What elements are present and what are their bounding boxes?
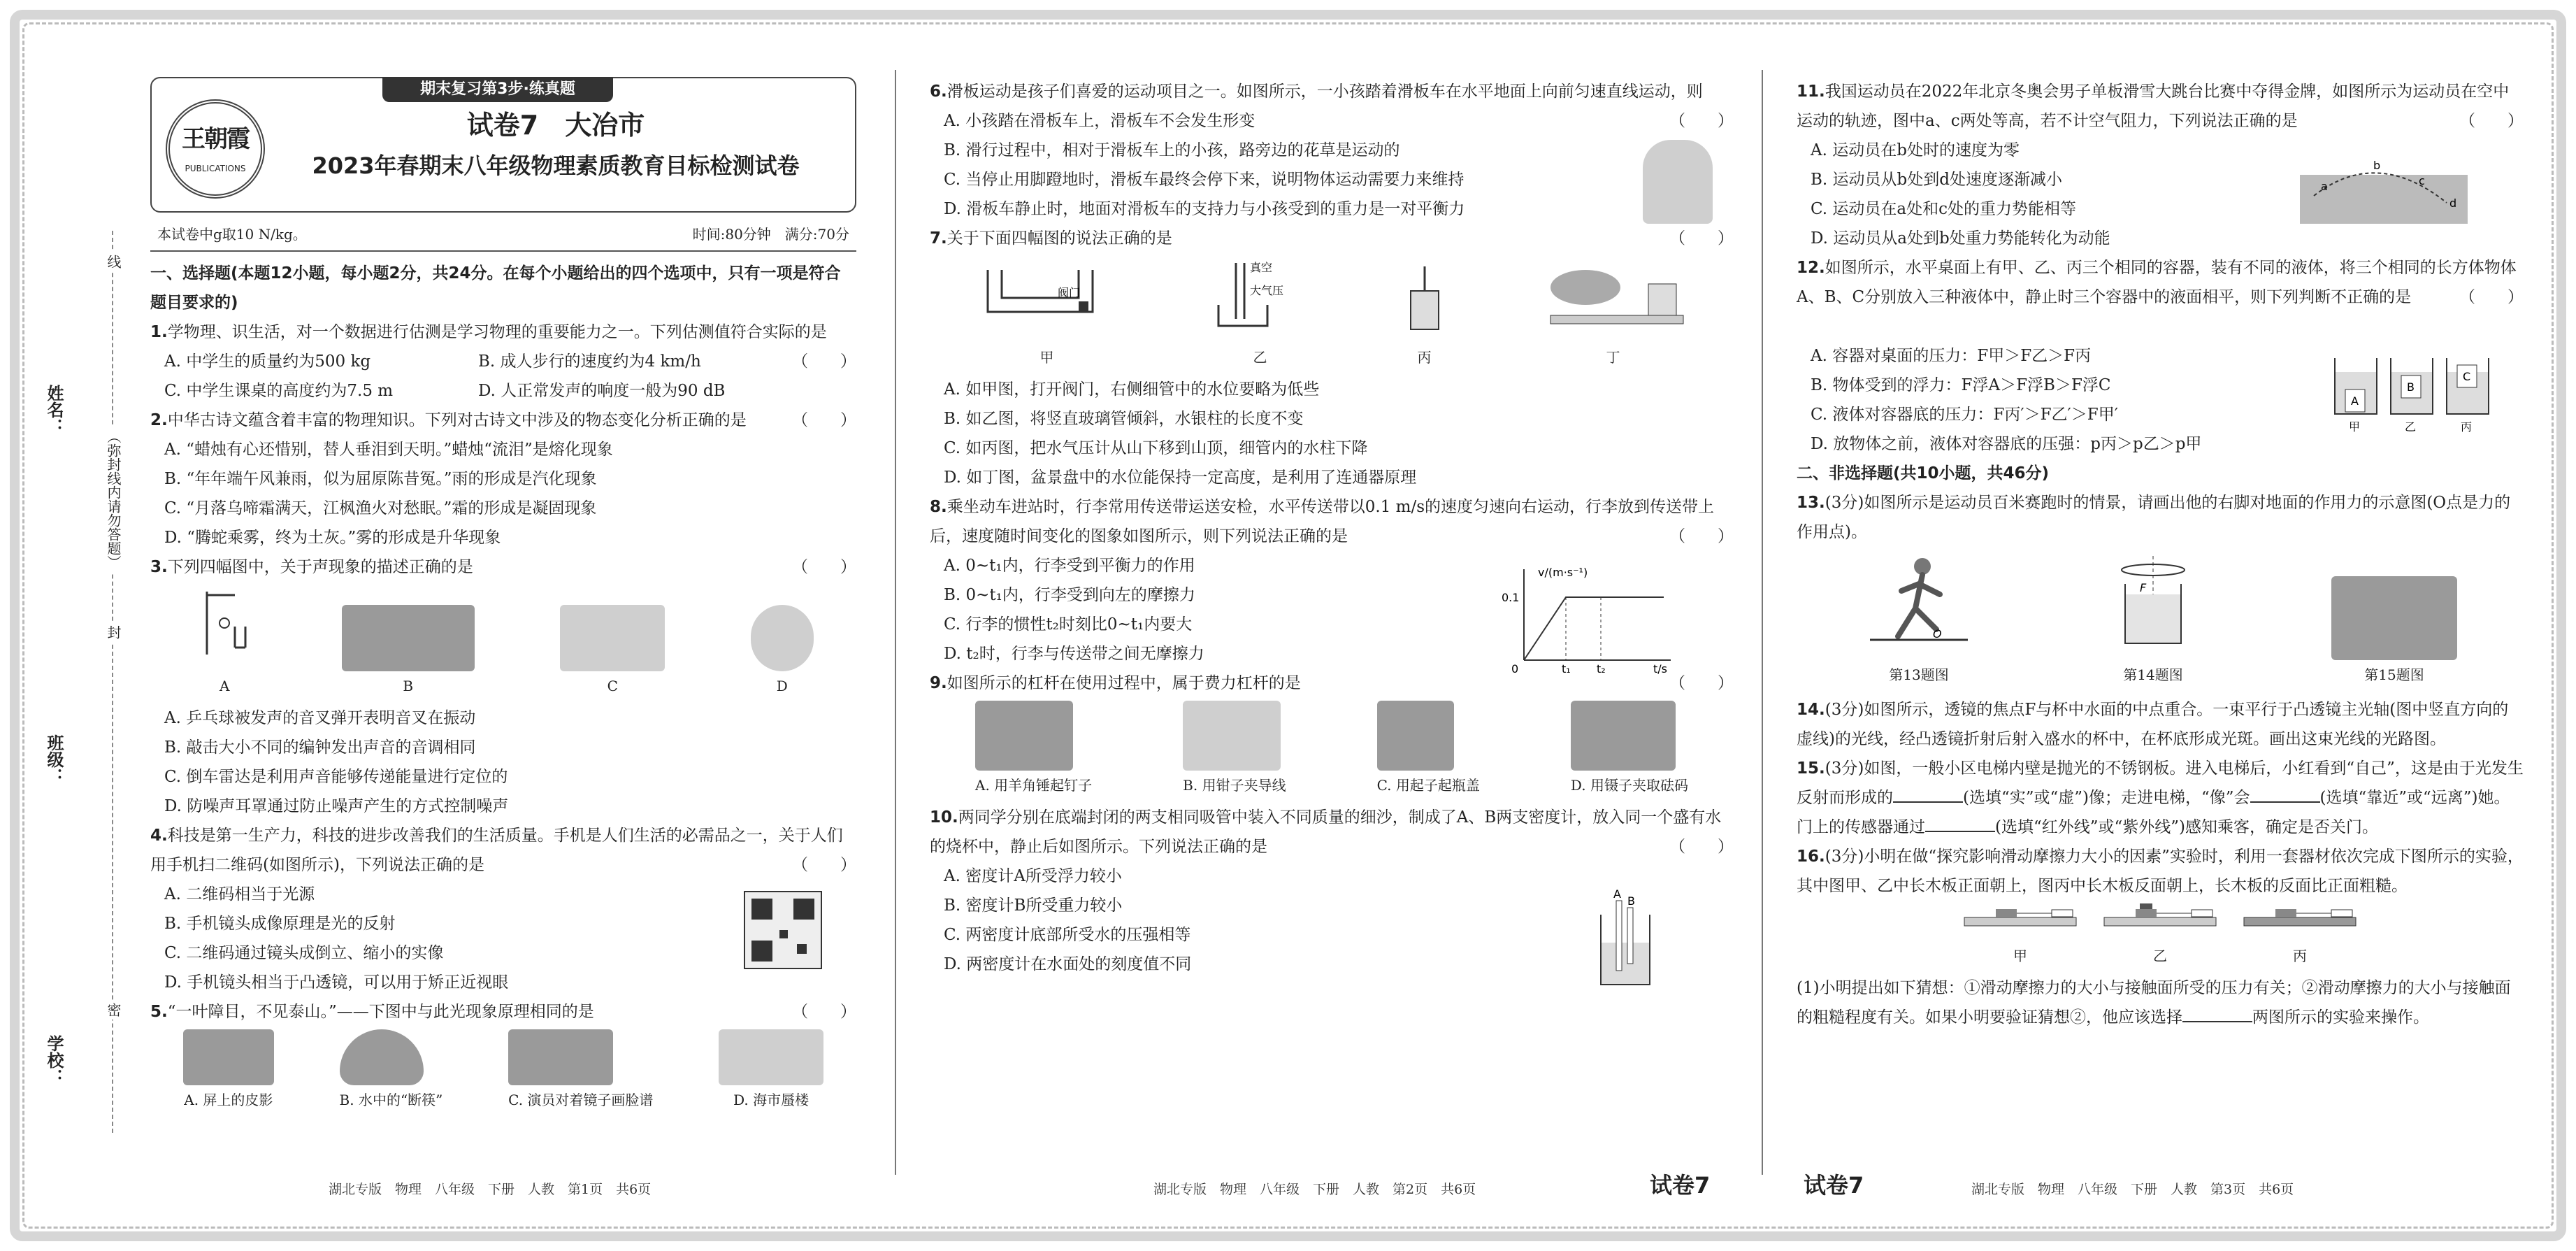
- sprinter-figure: O 第13题图: [1863, 552, 1975, 689]
- exam-meta: [150, 220, 856, 252]
- question-16: 16.(3分)小明在做“探究影响滑动摩擦力大小的因素”实验时，利用一套器材依次完成下图所示的实验，其中图甲、乙中长木板正面朝上，图丙中长木板反面朝上，长木板的反面比正面粗糙。 甲 乙 丙 (1)小明提出如下猜想：①滑动摩擦力的大小与接触面所受的压力有关；②滑动摩擦力的大小与接触面的粗糙程度有关。如果小明要验证猜想②，他应该选择 两图所示的实验来操作。: [1797, 848, 2524, 1027]
- blank-15-1[interactable]: [1893, 801, 1963, 803]
- class-label: 班级：: [44, 734, 64, 785]
- seal-line: [112, 231, 113, 1133]
- exam-title: 试卷7 大冶市: [466, 110, 645, 141]
- mirage-figure: D. 海市蜃楼: [719, 1029, 823, 1115]
- svg-text:C: C: [2463, 370, 2471, 383]
- exam-subtitle: 2023年春期末八年级物理素质教育目标检测试卷: [312, 152, 800, 179]
- svg-text:t₂: t₂: [1597, 662, 1606, 674]
- question-2: 2.中华古诗文蕴含着丰富的物理知识。下列对古诗文中涉及的物态变化分析正确的是 （ ） A. “蜡烛有心还惜别，替人垂泪到天明。”蜡烛“流泪”是熔化现象 B. “年年端午风兼雨，似为屈原陈昔冤。”雨的形成是汽化现象 C. “月落乌啼霜满天，江枫渔火对愁眠。”霜的形成是凝固现象 D. “腾蛇乘雾，终为土灰。”雾的形成是升华现象: [150, 411, 856, 547]
- gravity-note: 本试卷中g取10 N/kg。: [157, 226, 307, 243]
- svg-text:0.1: 0.1: [1502, 591, 1520, 604]
- svg-text:甲: 甲: [2349, 420, 2361, 434]
- tuning-fork-figure: A: [193, 585, 256, 701]
- svg-text:B: B: [2407, 380, 2415, 394]
- svg-text:阀门: 阀门: [1057, 286, 1080, 299]
- question-11: 11.我国运动员在2022年北京冬奥会男子单板滑雪大跳台比赛中夺得金牌，如图所示为运动员在空中运动的轨迹，图中a、c两处等高，若不计空气阻力，下列说法正确的是 （ ） a b c d A. 运动员在b处时的速度为零 B. 运动员从b处到d处速度逐渐减小 C. 运动员在a处和c处的重力势能相等 D. 运动员从a处到b处重力势能转化为动能: [1797, 83, 2524, 248]
- q9-figures: [930, 701, 1734, 800]
- footer-page-1: 湖北专版 物理 八年级 下册 人教 第1页 共6页: [329, 1182, 652, 1197]
- page-2-column: [930, 77, 1734, 1175]
- exam-header: [150, 77, 856, 213]
- seal-char-seal: 封: [103, 622, 124, 642]
- review-badge: 期末复习第3步·练真题: [382, 77, 613, 102]
- column-divider-1: [895, 70, 896, 1175]
- section-2-heading: 二、非选择题(共10小题，共46分): [1797, 464, 2050, 482]
- torricelli-tube-figure: 真空 大气压 乙: [1208, 256, 1313, 372]
- publisher-logo: 王朝霞 PUBLICATIONS: [166, 99, 265, 199]
- svg-text:a: a: [2321, 180, 2328, 193]
- friction-setup-b: 乙: [2101, 903, 2219, 971]
- scooter-child-figure: [1643, 140, 1713, 224]
- qr-phone-figure: [737, 888, 828, 979]
- friction-experiment-figures: [1797, 903, 2524, 971]
- earmuff-figure: D: [751, 605, 814, 701]
- question-1: 1.学物理、识生活，对一个数据进行估测是学习物理的重要能力之一。下列估测值符合实际的是 （ ） A. 中学生的质量约为500 kg B. 成人步行的速度约为4 km/h C. 中学生课桌的高度约为7.5 m D. 人正常发声的响度一般为90 dB: [150, 323, 856, 400]
- svg-text:A: A: [2351, 394, 2359, 408]
- shadow-puppet-figure: A. 屏上的皮影: [183, 1029, 274, 1115]
- question-6: 6.滑板运动是孩子们喜爱的运动项目之一。如图所示，一小孩踏着滑板车在水平地面上向前匀速直线运动，则 （ ） A. 小孩踏在滑板车上，滑板车不会发生形变 B. 滑行过程中，相对于滑板车上的小孩，路旁边的花草是运动的 C. 当停止用脚蹬地时，滑板车最终会停下来，说明物体运动需要力来维持 D. 滑板车静止时，地面对滑板车的支持力与小孩受到的重力是一对平衡力: [930, 77, 1734, 224]
- bottle-opener-figure: C. 用起子起瓶盖: [1377, 701, 1480, 800]
- svg-text:真空: 真空: [1249, 261, 1272, 274]
- question-14: 14.(3分)如图所示，透镜的焦点F与杯中水面的中点重合。一束平行于凸透镜主光轴(图中竖直方向的虚线)的光线，经凸透镜折射后射入盛水的杯中，在杯底形成光斑。画出这束光线的光路图。: [1797, 701, 2509, 748]
- svg-text:t₁: t₁: [1562, 662, 1571, 674]
- svg-text:O: O: [1933, 627, 1942, 641]
- column-divider-2: [1762, 70, 1763, 1175]
- time-score: 时间:80分钟 满分:70分: [692, 226, 849, 243]
- mirror-makeup-figure: C. 演员对着镜子画脸谱: [508, 1029, 653, 1115]
- tweezers-figure: D. 用镊子夹取砝码: [1571, 701, 1688, 800]
- question-9: 9.如图所示的杠杆在使用过程中，属于费力杠杆的是 （ ） A. 用羊角锤起钉子 B. 用钳子夹导线 C. 用起子起瓶盖 D. 用镊子夹取砝码: [930, 669, 1734, 800]
- pliers-figure: B. 用钳子夹导线: [1183, 701, 1286, 800]
- svg-text:v/(m·s⁻¹): v/(m·s⁻¹): [1538, 566, 1588, 579]
- question-7: 7.关于下面四幅图的说法正确的是 （ ） 阀门 甲 真空 大气压 乙 丙 丁 A. 如甲图，打开阀门，右侧细管中的水位要略为低些 B. 如乙图，将竖直玻璃管倾斜，水银柱的长度不变 C. 如丙图，把水气压计从山下移到山顶，细管内的水柱下降 D. 如丁图，盆景盘中的水位能保持一定高度，是利用了连通器原理: [930, 229, 1734, 487]
- name-label: 姓名：: [44, 385, 64, 435]
- page-3-column: [1797, 77, 2524, 1175]
- friction-setup-c: 丙: [2240, 903, 2359, 971]
- blank-15-2[interactable]: [2250, 801, 2320, 803]
- school-label: 学校：: [44, 1035, 64, 1085]
- seal-char-secret: 密: [103, 1000, 124, 1020]
- paper-tag-right: 试卷7: [1804, 1172, 1864, 1199]
- q7-figures: [930, 256, 1734, 372]
- three-containers-figure: [2328, 344, 2496, 445]
- question-8: 8.乘坐动车进站时，行李常用传送带运送安检，水平传送带以0.1 m/s的速度匀速向右运动，行李放到传送带上后，速度随时间变化的图象如图所示，则下列说法正确的是 （ ） v/(m·s⁻¹) 0.1 0 t₁ t₂ t/s A. 0~t₁内，行李受到平衡力的作用 B. 0~t₁内，行李受到向左的摩擦力 C. 行李的惯性t₂时刻比0~t₁内要大 D. t₂时，行李与传送带之间无摩擦力: [930, 492, 1734, 669]
- question-3: 3.下列四幅图中，关于声现象的描述正确的是 （ ） A B C D A. 乒乓球被发声的音叉弹开表明音叉在振动 B. 敲击大小不同的编钟发出声音的音调相同 C. 倒车雷达是利用声音能够传递能量进行定位的 D. 防噪声耳罩通过防止噪声产生的方式控制噪声: [150, 558, 856, 815]
- question-5: 5.“一叶障目，不见泰山。”——下图中与此光现象原理相同的是 （ ） A. 屏上的皮影 B. 水中的“断筷” C. 演员对着镜子画脸谱 D. 海市蜃楼: [150, 997, 856, 1115]
- footer-page-3: 湖北专版 物理 八年级 下册 人教 第3页 共6页: [1971, 1182, 2294, 1197]
- hydrometer-beaker-figure: [1594, 887, 1657, 1001]
- svg-text:丙: 丙: [2461, 420, 2473, 434]
- q5-figures: [150, 1029, 856, 1115]
- question-10: 10.两同学分别在底端封闭的两支相同吸管中装入不同质量的细沙，制成了A、B两支密度计，放入同一个盛有水的烧杯中，静止后如图所示。下列说法正确的是 （ ） A B A. 密度计A所受浮力较小 B. 密度计B所受重力较小 C. 两密度计底部所受水的压强相等 D. 两密度计在水面处的刻度值不同: [930, 803, 1734, 979]
- friction-setup-a: 甲: [1961, 903, 2080, 971]
- section-1-heading: 一、选择题(本题12小题，每小题2分，共24分。在每个小题给出的四个选项中，只有一项是符合题目要求的): [150, 264, 841, 312]
- footer-page-2: 湖北专版 物理 八年级 下册 人教 第2页 共6页: [1153, 1182, 1476, 1197]
- svg-text:c: c: [2419, 174, 2425, 187]
- ski-jump-trajectory-figure: [2300, 154, 2468, 234]
- question-4: 4.科技是第一生产力，科技的进步改善我们的生活质量。手机是人们生活的必需品之一，关于人们用手机扫二维码(如图所示)，下列说法正确的是 （ ） A. 二维码相当于光源 B. 手机镜头成像原理是光的反射 C. 二维码通过镜头成倒立、缩小的实像 D. 手机镜头相当于凸透镜，可以用于矫正近视眼: [150, 827, 856, 992]
- seal-char-line: 线: [103, 252, 124, 271]
- paper-tag-left: 试卷7: [1650, 1172, 1711, 1199]
- svg-text:A: A: [1613, 887, 1621, 901]
- broken-chopstick-figure: B. 水中的“断筷”: [340, 1029, 443, 1115]
- svg-text:d: d: [2449, 196, 2457, 210]
- barometer-bottle-figure: 丙: [1400, 263, 1449, 372]
- svg-text:B: B: [1627, 894, 1635, 908]
- seal-note: （弥封线内请勿答题）: [103, 427, 124, 572]
- svg-text:大气压: 大气压: [1249, 284, 1283, 297]
- question-13: 13.(3分)如图所示是运动员百米赛跑时的情景，请画出他的右脚对地面的作用力的示意图(O点是力的作用点)。: [1797, 494, 2511, 541]
- svg-text:乙: 乙: [2405, 420, 2417, 434]
- blank-16-1[interactable]: [2182, 1021, 2252, 1022]
- binding-gutter: [42, 231, 126, 1133]
- q13-15-figures: [1797, 552, 2524, 689]
- velocity-time-graph: [1496, 562, 1685, 684]
- question-15: 15.(3分)如图，一般小区电梯内壁是抛光的不锈钢板。进入电梯后，小红看到“自己”，这是由于光发生反射而形成的 (选填“实”或“虚”)像；走进电梯，“像”会 (选填“靠近”或“远离”)她。门上的传感器通过 (选填“红外线”或“紫外线”)感知乘客，确定是否关门。: [1797, 759, 2524, 836]
- lens-cup-figure: F 第14题图: [2108, 552, 2199, 689]
- claw-hammer-figure: A. 用羊角锤起钉子: [975, 701, 1092, 800]
- bonsai-tray-figure: 丁: [1537, 263, 1690, 372]
- question-12: 12.如图所示，水平桌面上有甲、乙、丙三个相同的容器，装有不同的液体，将三个相同的长方体物体A、B、C分别放入三种液体中，静止时三个容器中的液面相平，则下列判断不正确的是 （ ） A B C 甲 乙 丙 A. 容器对桌面的压力：F甲＞F乙＞F丙 B. 物体受到的浮力：F浮A＞F浮B＞F浮C C. 液体对容器底的压力：F丙′＞F乙′＞F甲′ D. 放物体之前，液体对容器底的压强：p丙＞p乙＞p甲: [1797, 259, 2524, 453]
- svg-text:b: b: [2373, 159, 2381, 172]
- blank-15-3[interactable]: [1925, 831, 1995, 832]
- page-1-column: [150, 77, 856, 1175]
- svg-text:0: 0: [1511, 662, 1519, 674]
- elevator-figure: 第15题图: [2331, 576, 2457, 689]
- reversing-radar-figure: C: [560, 605, 665, 701]
- q3-figures: [150, 585, 856, 701]
- svg-text:F: F: [2140, 581, 2147, 594]
- connected-vessels-figure: 阀门 甲: [974, 263, 1121, 372]
- bianzhong-bells-figure: B: [342, 605, 475, 701]
- svg-text:t/s: t/s: [1653, 662, 1667, 674]
